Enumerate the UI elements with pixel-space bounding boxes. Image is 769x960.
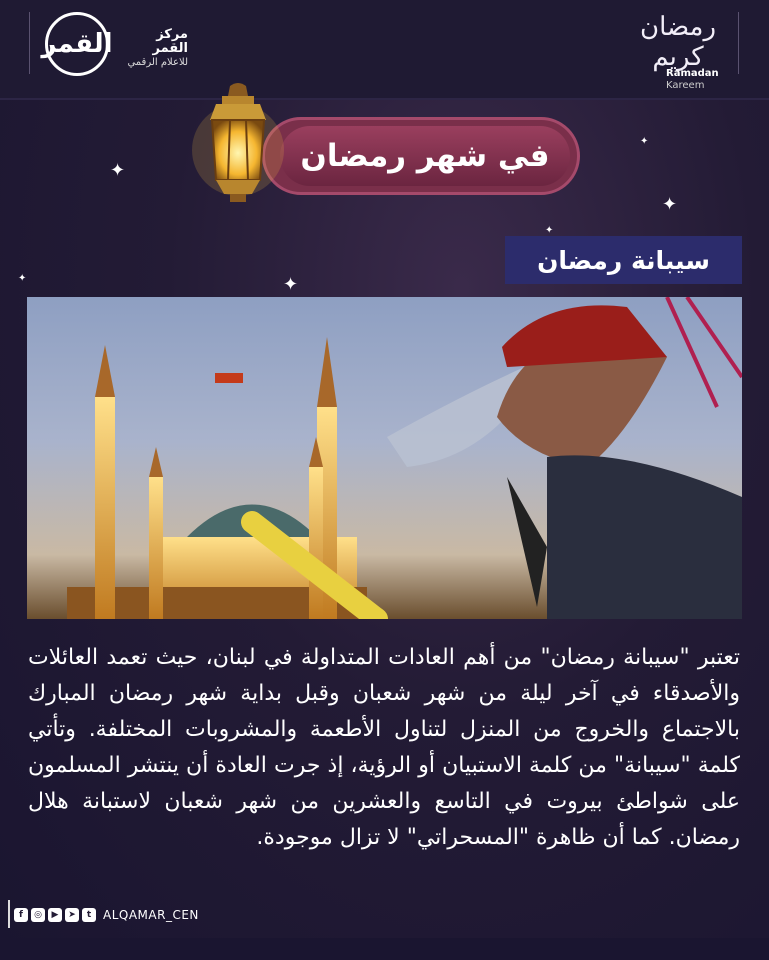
logo-subtitle: للاعلام الرقمي <box>127 57 188 68</box>
ramadan-kareem-logo <box>633 8 733 92</box>
social-links <box>14 904 199 926</box>
lantern-icon <box>190 80 286 215</box>
header-bar <box>0 0 769 100</box>
logo-mark: القمر <box>41 29 113 59</box>
photo-mosque-child <box>27 297 742 619</box>
logo-ramadan-text: Ramadan <box>666 68 719 79</box>
twitter-icon[interactable]: t <box>82 908 96 922</box>
sparkle-icon: ✦ <box>662 194 678 215</box>
telegram-icon[interactable]: ➤ <box>65 908 79 922</box>
youtube-icon[interactable]: ▶ <box>48 908 62 922</box>
sparkle-icon: ✦ <box>545 225 554 236</box>
sparkle-icon: ✦ <box>640 136 649 147</box>
footer-bar <box>0 938 769 960</box>
logo-title: مركز القمر <box>152 27 188 56</box>
alqamar-logo-text <box>118 28 188 70</box>
divider <box>29 12 30 74</box>
logo-kareem-text: Kareem <box>666 80 705 91</box>
section-subtitle: سيبانة رمضان <box>505 236 742 284</box>
divider <box>738 12 739 74</box>
facebook-icon[interactable]: f <box>14 908 28 922</box>
social-handle: ALQAMAR_CEN <box>103 908 199 922</box>
sparkle-icon: ✦ <box>283 274 299 295</box>
instagram-icon[interactable]: ◎ <box>31 908 45 922</box>
page-title: في شهر رمضان <box>280 126 570 186</box>
body-paragraph: تعتبر "سيبانة رمضان" من أهم العادات المتداولة في لبنان، حيث تعمد العائلات والأصدقاء في آخر ليلة من شهر شعبان وقبل بداية شهر رمضان المبارك بالاجتماع والخروج من المنزل لتناول الأطعمة والمشروبات المختلفة. وتأتي كلمة "سيبانة" من كلمة الاستبيان أو الرؤية، إذ جرت العادة أن ينتشر المسلمون على شواطئ بيروت في التاسع والعشرين من شهر شعبان لاستبانة هلال رمضان. كما أن ظاهرة "المسحراتي" لا تزال موجودة. <box>28 645 740 850</box>
ramadan-calligraphy: رمضان كريم <box>639 12 717 72</box>
sparkle-icon: ✦ <box>18 273 27 284</box>
alqamar-logo <box>41 12 113 76</box>
sparkle-icon: ✦ <box>110 160 126 181</box>
divider <box>8 900 10 928</box>
